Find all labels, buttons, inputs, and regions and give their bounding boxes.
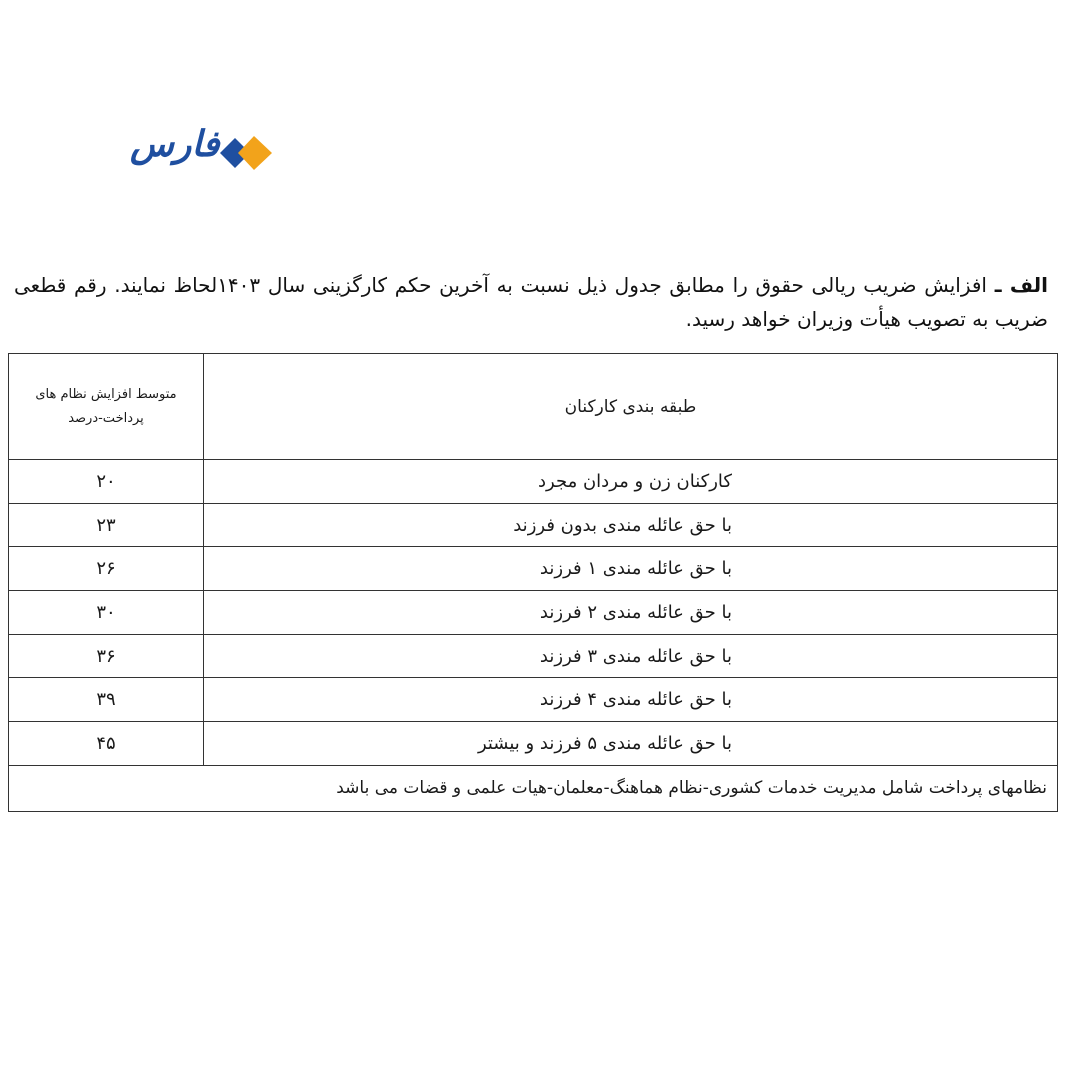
- salary-increase-table: [8, 353, 1058, 812]
- header-category: طبقه بندی کارکنان: [204, 354, 1058, 460]
- section-label: الف ـ: [994, 273, 1049, 297]
- row-category: کارکنان زن و مردان مجرد: [204, 460, 1058, 504]
- row-category: با حق عائله مندی ۱ فرزند: [204, 547, 1058, 591]
- row-percent: ۳۰: [9, 591, 204, 635]
- table-row: [9, 634, 1058, 678]
- row-percent: ۲۰: [9, 460, 204, 504]
- intro-text: افزایش ضریب ریالی حقوق را مطابق جدول ذیل نسبت به آخرین حکم کارگزینی سال ۱۴۰۳لحاظ نمایند. رقم قطعی ضریب به تصویب هیأت وزیران خواهد رسید.: [14, 273, 1048, 331]
- row-category: با حق عائله مندی ۳ فرزند: [204, 634, 1058, 678]
- intro-paragraph: [14, 268, 1048, 336]
- header-percent: [9, 354, 204, 460]
- table-footnote: نظامهای پرداخت شامل مدیریت خدمات کشوری-نظام هماهنگ-معلمان-هیات علمی و قضات می باشد: [9, 765, 1058, 811]
- table-row: [9, 722, 1058, 766]
- table-row: [9, 460, 1058, 504]
- table-header-row: [9, 354, 1058, 460]
- header-percent-line2: پرداخت-درصد: [68, 410, 144, 426]
- table-row: [9, 678, 1058, 722]
- row-percent: ۴۵: [9, 722, 204, 766]
- row-percent: ۲۳: [9, 503, 204, 547]
- table-row: [9, 547, 1058, 591]
- header-percent-line1: متوسط افزایش نظام های: [35, 386, 177, 402]
- row-category: با حق عائله مندی ۲ فرزند: [204, 591, 1058, 635]
- table-footer-row: [9, 765, 1058, 811]
- table-row: [9, 503, 1058, 547]
- row-percent: ۳۹: [9, 678, 204, 722]
- row-category: با حق عائله مندی بدون فرزند: [204, 503, 1058, 547]
- row-category: با حق عائله مندی ۴ فرزند: [204, 678, 1058, 722]
- row-percent: ۲۶: [9, 547, 204, 591]
- logo-wordmark: فارس: [130, 124, 220, 165]
- fars-diamond-icon: [218, 130, 274, 176]
- table-row: [9, 591, 1058, 635]
- row-percent: ۳۶: [9, 634, 204, 678]
- fars-logo: [130, 124, 280, 178]
- row-category: با حق عائله مندی ۵ فرزند و بیشتر: [204, 722, 1058, 766]
